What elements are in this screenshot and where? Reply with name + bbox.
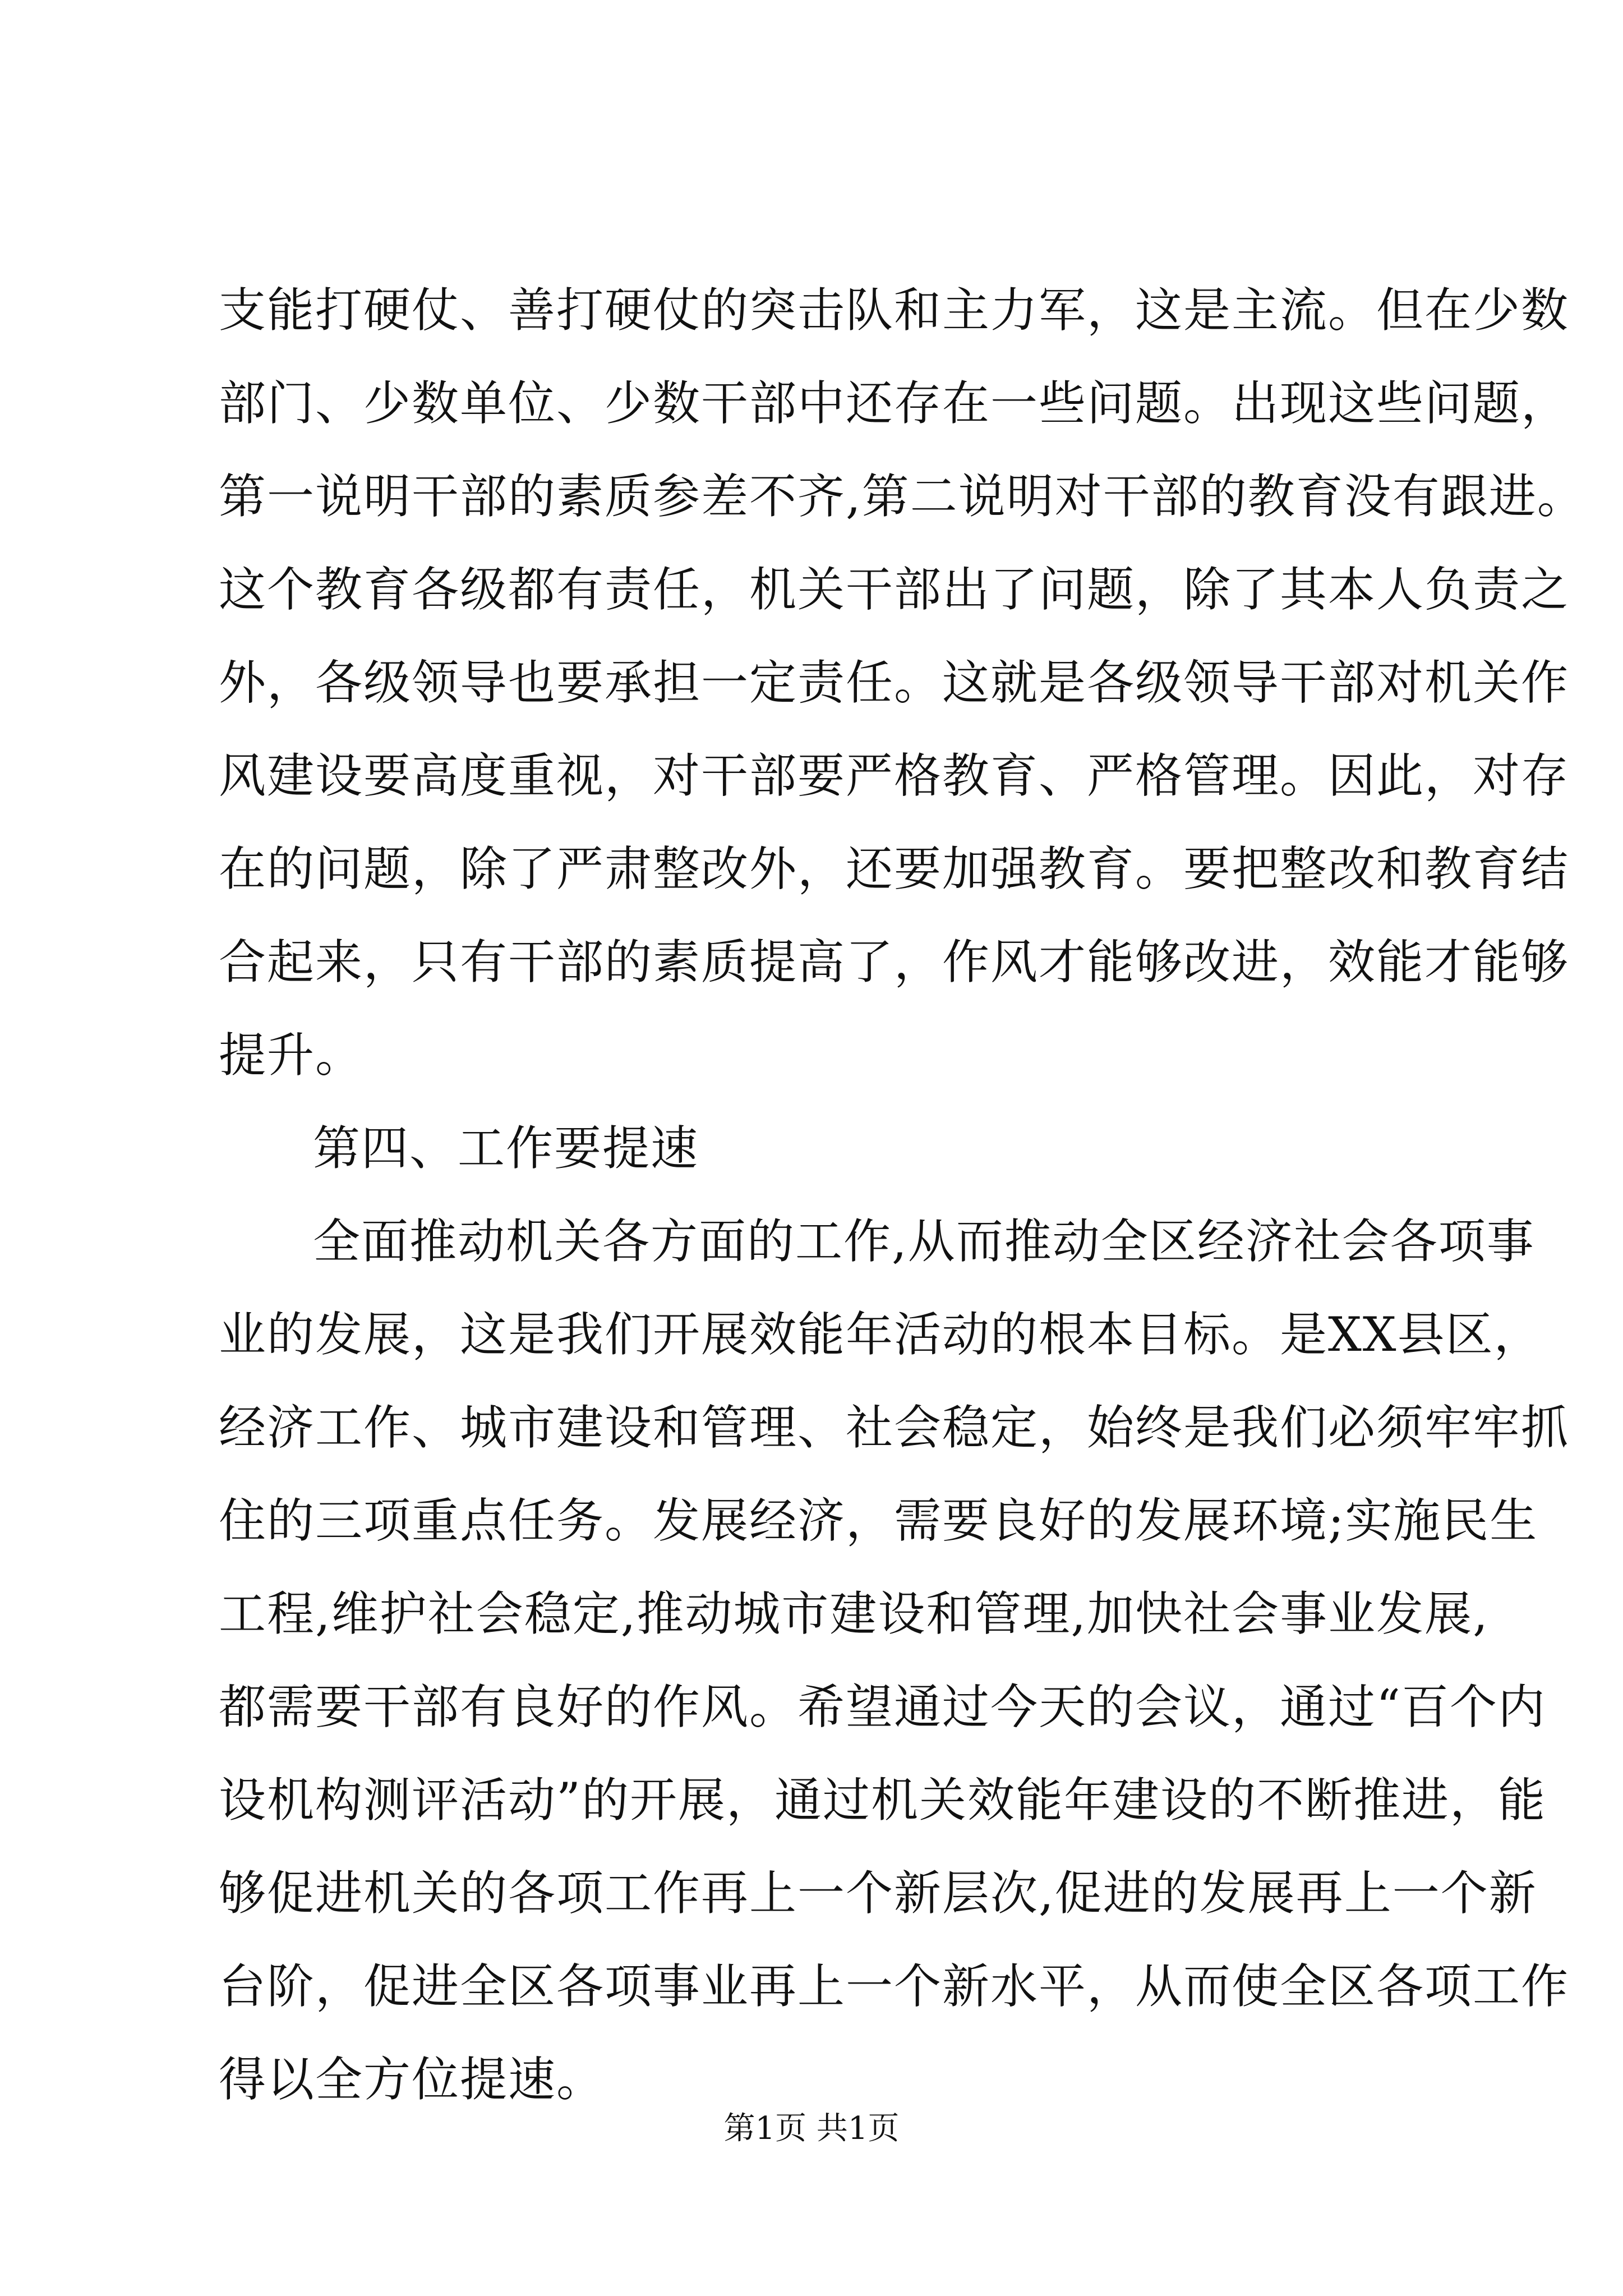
paragraph-line: 第一说明干部的素质参差不齐,第二说明对干部的教育没有跟进。: [219, 469, 1585, 524]
paragraph-line: 都需要干部有良好的作风。希望通过今天的会议，通过“百个内: [219, 1680, 1546, 1734]
paragraph-line: 业的发展，这是我们开展效能年活动的根本目标。是XX县区，: [219, 1307, 1542, 1362]
paragraph-line: 在的问题，除了严肃整改外，还要加强教育。要把整改和教育结: [219, 841, 1570, 896]
paragraph-line: 外，各级领导也要承担一定责任。这就是各级领导干部对机关作: [219, 655, 1570, 710]
section-heading: 第四、工作要提速: [313, 1121, 699, 1176]
paragraph-line: 提升。: [219, 1028, 364, 1083]
paragraph-line: 住的三项重点任务。发展经济，需要良好的发展环境;实施民生: [219, 1493, 1538, 1548]
paragraph-line: 风建设要高度重视，对干部要严格教育、严格管理。因此，对存: [219, 748, 1570, 803]
paragraph-line: 支能打硬仗、善打硬仗的突击队和主力军，这是主流。但在少数: [219, 283, 1570, 338]
paragraph-line: 这个教育各级都有责任，机关干部出了问题，除了其本人负责之: [219, 562, 1570, 617]
document-body: [219, 264, 1585, 2126]
page-footer: 第1页 共1页: [723, 2110, 900, 2147]
paragraph-line: 部门、少数单位、少数干部中还存在一些问题。出现这些问题，: [219, 376, 1570, 431]
paragraph-line: 设机构测评活动”的开展，通过机关效能年建设的不断推进，能: [219, 1773, 1546, 1828]
paragraph-line: 够促进机关的各项工作再上一个新层次,促进的发展再上一个新: [219, 1866, 1537, 1921]
paragraph-line: 台阶，促进全区各项事业再上一个新水平，从而使全区各项工作: [219, 1959, 1570, 2014]
paragraph-line: 合起来，只有干部的素质提高了，作风才能够改进，效能才能够: [219, 935, 1570, 990]
paragraph-line: 工程,维护社会稳定,推动城市建设和管理,加快社会事业发展,: [219, 1586, 1489, 1641]
paragraph-line: 得以全方位提速。: [219, 2052, 605, 2107]
paragraph-line: 全面推动机关各方面的工作,从而推动全区经济社会各项事: [313, 1214, 1535, 1269]
paragraph-line: 经济工作、城市建设和管理、社会稳定，始终是我们必须牢牢抓: [219, 1400, 1570, 1455]
